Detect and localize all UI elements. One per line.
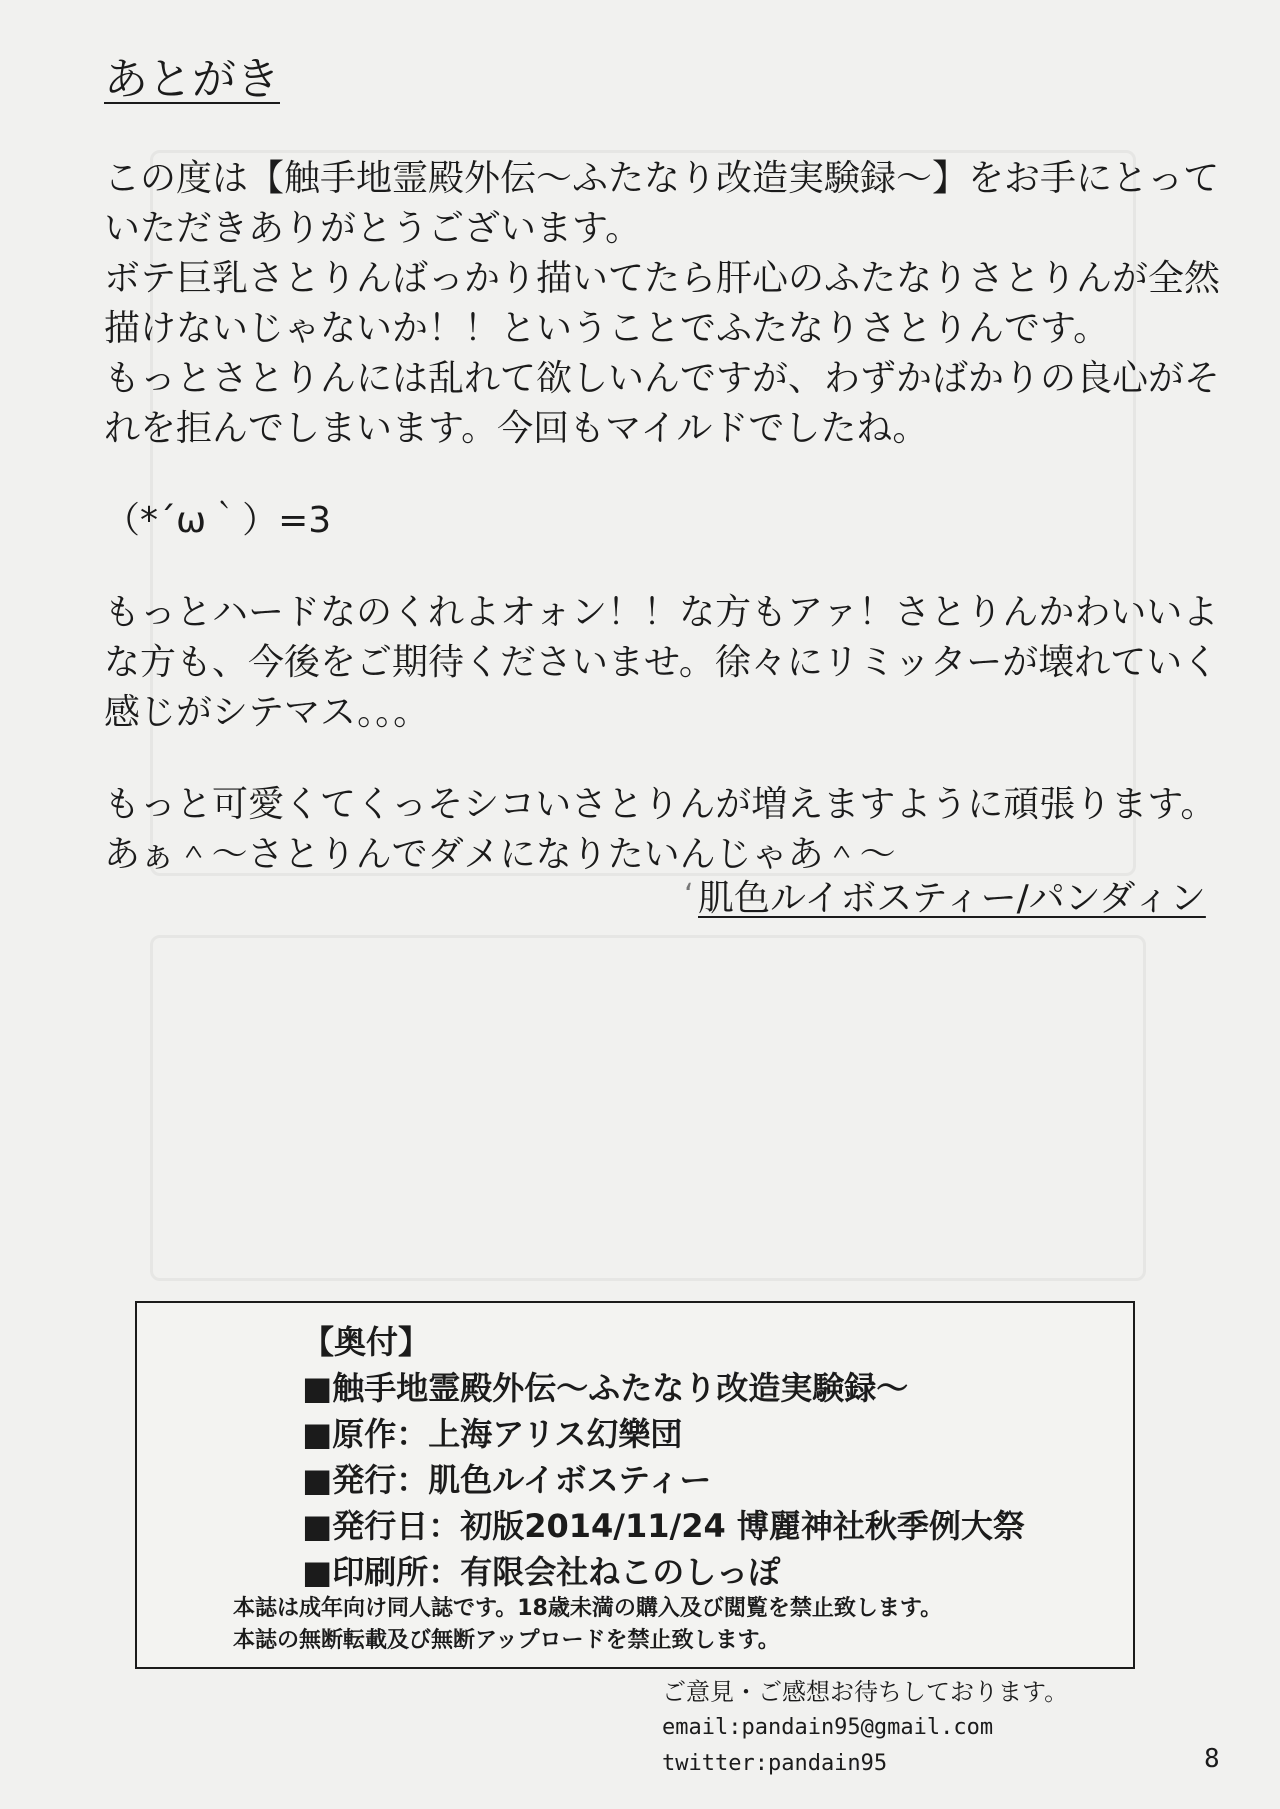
feedback-message: ご意見・ご感想お待ちしております。: [662, 1678, 1069, 1706]
body-line: ボテ巨乳さとりんばっかり描いてたら肝心のふたなりさとりんが全然: [104, 258, 1221, 299]
page-number: 8: [1204, 1744, 1220, 1774]
body-line: な方も、今後をご期待くださいませ。徐々にリミッターが壊れていく: [104, 642, 1219, 683]
body-line: もっと可愛くてくっそシコいさとりんが増えますように頑張ります。: [104, 784, 1217, 825]
notice-line: 本誌の無断転載及び無断アップロードを禁止致します。: [233, 1628, 780, 1653]
email-address: email:pandain95@gmail.com: [662, 1715, 994, 1740]
legal-notices: [233, 1593, 942, 1657]
colophon-item: ■原作：上海アリス幻樂団: [302, 1415, 683, 1453]
author-signature: 肌色ルイボスティー/パンダィン: [698, 878, 1206, 919]
paragraph-gap: [104, 454, 1194, 496]
contact-info: [662, 1674, 1068, 1782]
notice-line: 本誌は成年向け同人誌です。18歳未満の購入及び閲覧を禁止致します。: [233, 1596, 943, 1621]
colophon-item: ■触手地霊殿外伝～ふたなり改造実験録～: [302, 1369, 909, 1407]
body-line: あぁ＾～さとりんでダメになりたいんじゃあ＾～: [104, 834, 896, 875]
colophon-box: [135, 1301, 1135, 1669]
paragraph-gap: [104, 546, 1194, 588]
body-line: 感じがシテマス。。。: [104, 692, 430, 733]
colophon-item: ■印刷所：有限会社ねこのしっぽ: [302, 1553, 781, 1591]
page-title: あとがき: [104, 54, 280, 105]
emoticon-line: （*´ω｀）=3: [104, 500, 332, 541]
body-line: もっとハードなのくれよオォン！！な方もアァ！さとりんかわいいよ: [104, 592, 1219, 633]
body-line: いただきありがとうございます。: [104, 208, 642, 249]
colophon-item: ■発行：肌色ルイボスティー: [302, 1461, 712, 1499]
afterword-body: [104, 154, 1221, 880]
body-line: 描けないじゃないか！！ということでふたなりさとりんです。: [104, 308, 1110, 349]
body-line: れを拒んでしまいます。今回もマイルドでしたね。: [104, 408, 929, 449]
twitter-handle: twitter:pandain95: [662, 1751, 888, 1776]
bleed-through-panel: [150, 935, 1146, 1281]
quote-mark-icon: ‘: [684, 878, 694, 913]
paragraph-gap: [104, 738, 1194, 780]
body-line: この度は【触手地霊殿外伝～ふたなり改造実験録～】をお手にとって: [104, 158, 1220, 199]
body-line: もっとさとりんには乱れて欲しいんですが、わずかばかりの良心がそ: [104, 358, 1221, 399]
colophon-item: ■発行日：初版2014/11/24 博麗神社秋季例大祭: [302, 1507, 1025, 1545]
colophon-heading: 【奥付】: [302, 1323, 431, 1361]
colophon-list: [302, 1319, 1025, 1595]
